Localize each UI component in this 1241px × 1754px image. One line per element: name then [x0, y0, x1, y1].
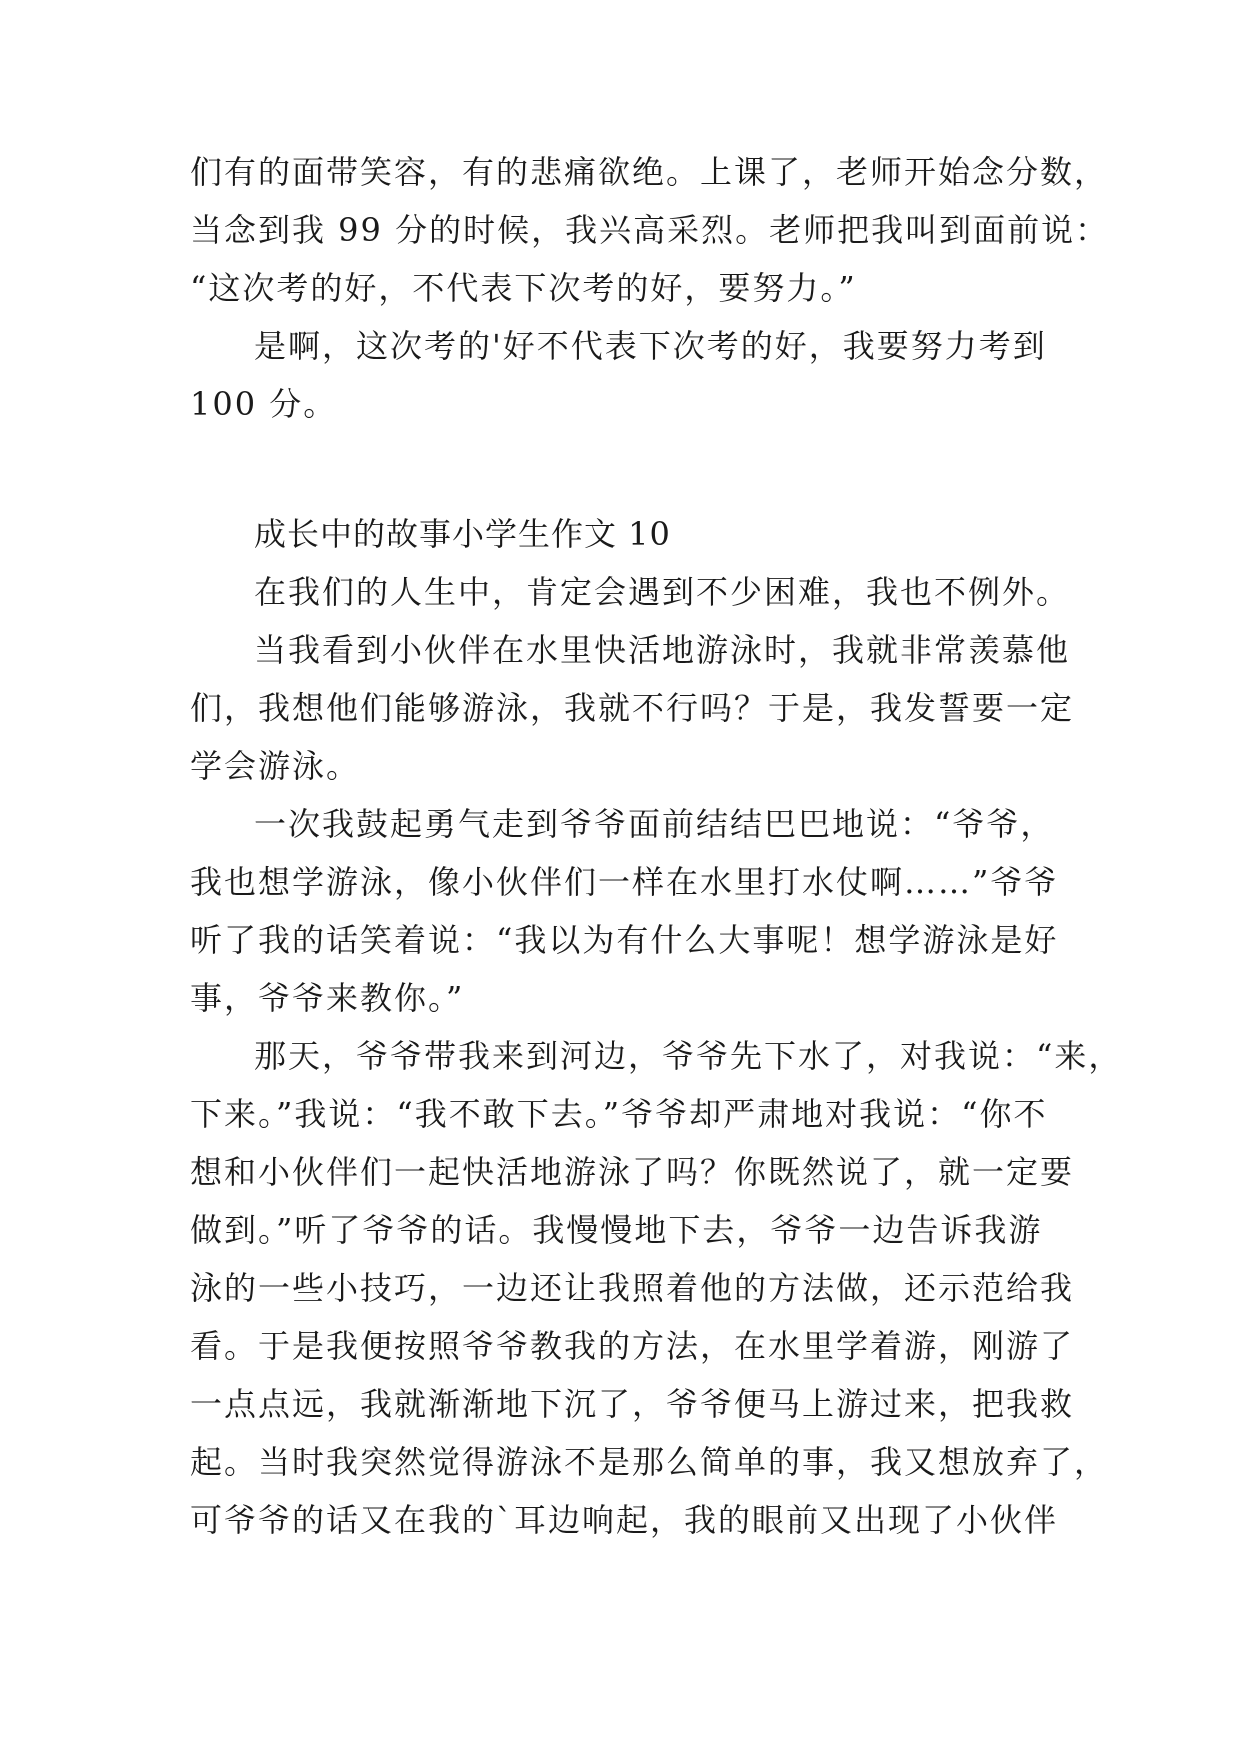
text-line: 100 分。 [190, 385, 338, 423]
text-line: 们有的面带笑容，有的悲痛欲绝。上课了，老师开始念分数， [190, 153, 1109, 191]
text-line: 我也想学游泳，像小伙伴们一样在水里打水仗啊……”爷爷 [190, 863, 1059, 901]
text-line: 听了我的话笑着说：“我以为有什么大事呢！想学游泳是好 [190, 921, 1059, 959]
essay-title: 成长中的故事小学生作文 10 [254, 515, 671, 553]
text-line: 起。当时我突然觉得游泳不是那么简单的事，我又想放弃了， [190, 1443, 1109, 1481]
text-line: 泳的一些小技巧，一边还让我照着他的方法做，还示范给我 [190, 1269, 1075, 1307]
text-line: 下来。”我说：“我不敢下去。”爷爷却严肃地对我说：“你不 [190, 1095, 1048, 1133]
text-line: 们，我想他们能够游泳，我就不行吗？于是，我发誓要一定 [190, 689, 1075, 727]
text-line: 在我们的人生中，肯定会遇到不少困难，我也不例外。 [254, 573, 1071, 611]
text-line: 想和小伙伴们一起快活地游泳了吗？你既然说了，就一定要 [190, 1153, 1075, 1191]
text-line: 看。于是我便按照爷爷教我的方法，在水里学着游，刚游了 [190, 1327, 1075, 1365]
text-line: 可爷爷的话又在我的`耳边响起，我的眼前又出现了小伙伴 [190, 1501, 1059, 1539]
text-line: 当念到我 99 分的时候，我兴高采烈。老师把我叫到面前说： [190, 211, 1110, 249]
text-line: 做到。”听了爷爷的话。我慢慢地下去，爷爷一边告诉我游 [190, 1211, 1043, 1249]
text-line: “这次考的好，不代表下次考的好，要努力。” [190, 269, 857, 307]
text-line: 事，爷爷来教你。” [190, 979, 465, 1017]
text-line: 学会游泳。 [190, 747, 361, 785]
text-line: 一点点远，我就渐渐地下沉了，爷爷便马上游过来，把我救 [190, 1385, 1075, 1423]
text-line: 一次我鼓起勇气走到爷爷面前结结巴巴地说：“爷爷， [254, 805, 1055, 843]
text-line: 那天，爷爷带我来到河边，爷爷先下水了，对我说：“来， [254, 1037, 1123, 1075]
text-line: 是啊，这次考的'好不代表下次考的好，我要努力考到 [254, 327, 1047, 365]
text-line: 当我看到小伙伴在水里快活地游泳时，我就非常羡慕他 [254, 631, 1071, 669]
